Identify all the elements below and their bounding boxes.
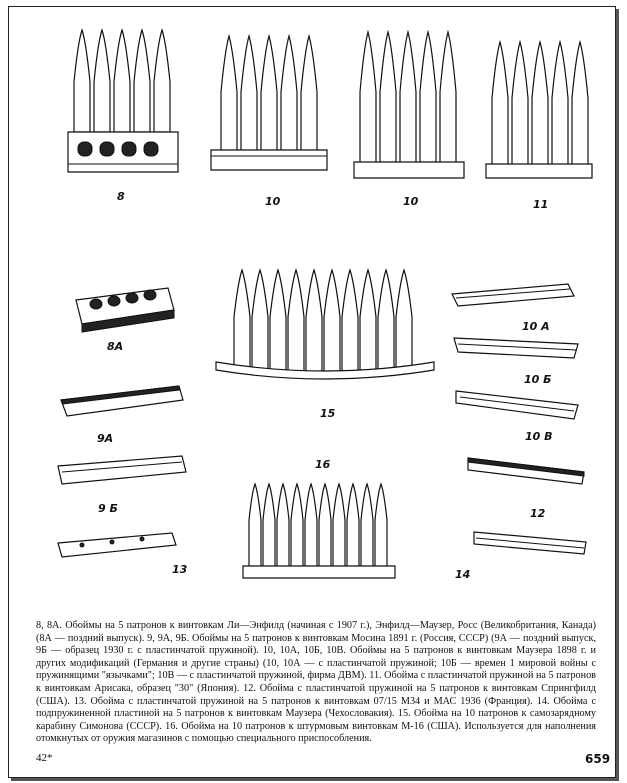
figure-10b-illustration <box>450 330 585 365</box>
figure-10v-label: 10 В <box>525 430 553 443</box>
figure-10a-label: 10 A <box>522 320 550 333</box>
figure-10v-illustration <box>450 385 585 425</box>
figure-15-label: 15 <box>320 407 336 420</box>
signature-mark: 42* <box>36 752 53 764</box>
figure-16-label: 16 <box>315 458 331 471</box>
figure-12-label: 12 <box>530 507 546 520</box>
figure-11-label: 11 <box>533 198 549 211</box>
figure-14-illustration <box>468 522 593 562</box>
figure-10-illustration <box>205 22 335 182</box>
figure-8a-label: 8A <box>107 340 124 353</box>
figure-15-illustration <box>210 262 440 392</box>
figure-16-illustration <box>235 480 405 590</box>
figure-10-right-illustration <box>350 22 470 182</box>
figure-13-illustration <box>52 525 182 565</box>
figure-8a-illustration <box>70 280 180 335</box>
figure-9b-illustration <box>52 450 192 495</box>
figure-8-illustration <box>60 22 190 182</box>
figure-10-label: 10 <box>265 195 281 208</box>
figure-10-right-label: 10 <box>403 195 419 208</box>
figure-8-label: 8 <box>117 190 125 203</box>
figure-10b-label: 10 Б <box>524 373 552 386</box>
figure-9a-illustration <box>55 380 190 425</box>
figure-11-illustration <box>482 28 597 183</box>
figure-13-label: 13 <box>172 563 188 576</box>
figure-caption: 8, 8А. Обоймы на 5 патронов к винтовкам Ли—Энфилд (начиная с 1907 г.), Энфилд—Маузер, Росс (Великобритания, Канада) (8А — поздний выпуск). 9, 9А, 9Б. Обоймы на 5 патронов к винтовкам Мосина 1891 г. (Россия, СССР) (9А — поздний выпуск, 9Б — образец 1930 г. с пластинчатой пружиной). 10, 10А, 10Б, 10В. Обоймы на 5 патронов к винтовкам Маузера 1898 г. и других модификаций (Германия и другие страны) (10, 10А — с пластинчатой пружиной; 10Б — времен 1 мировой войны с пружинящими "язычками"; 10В — с пластинчатой пружиной, фирма ДВМ). 11. Обойма с пластинчатой пружиной на 5 патронов к винтовкам Арисака, образец "30" (Япония). 12. Обойма с пластинчатой пружиной на 5 патронов к винтовкам Спрингфилд (США). 13. Обойма с пластинчатой пружиной на 5 патронов к винтовкам 07/15 М34 и МАС 1936 (Франция). 14. Обойма с подпружиненной пластиной на 5 патронов к винтовкам Маузера (Чехословакия). 15. Обойма на 10 патронов к самозарядному карабину Симонова (СССР). 16. Обойма на 10 патронов к штурмовым винтовкам М-16 (США). Используется для наполнения отомкнутых от оружия магазинов с помощью специального приспособления. <box>36 620 596 745</box>
figure-10a-illustration <box>448 280 578 312</box>
figure-12-illustration <box>462 450 592 490</box>
page-number: 659 <box>585 752 611 766</box>
figure-9a-label: 9A <box>97 432 114 445</box>
figure-14-label: 14 <box>455 568 471 581</box>
figure-9b-label: 9 Б <box>98 502 118 515</box>
